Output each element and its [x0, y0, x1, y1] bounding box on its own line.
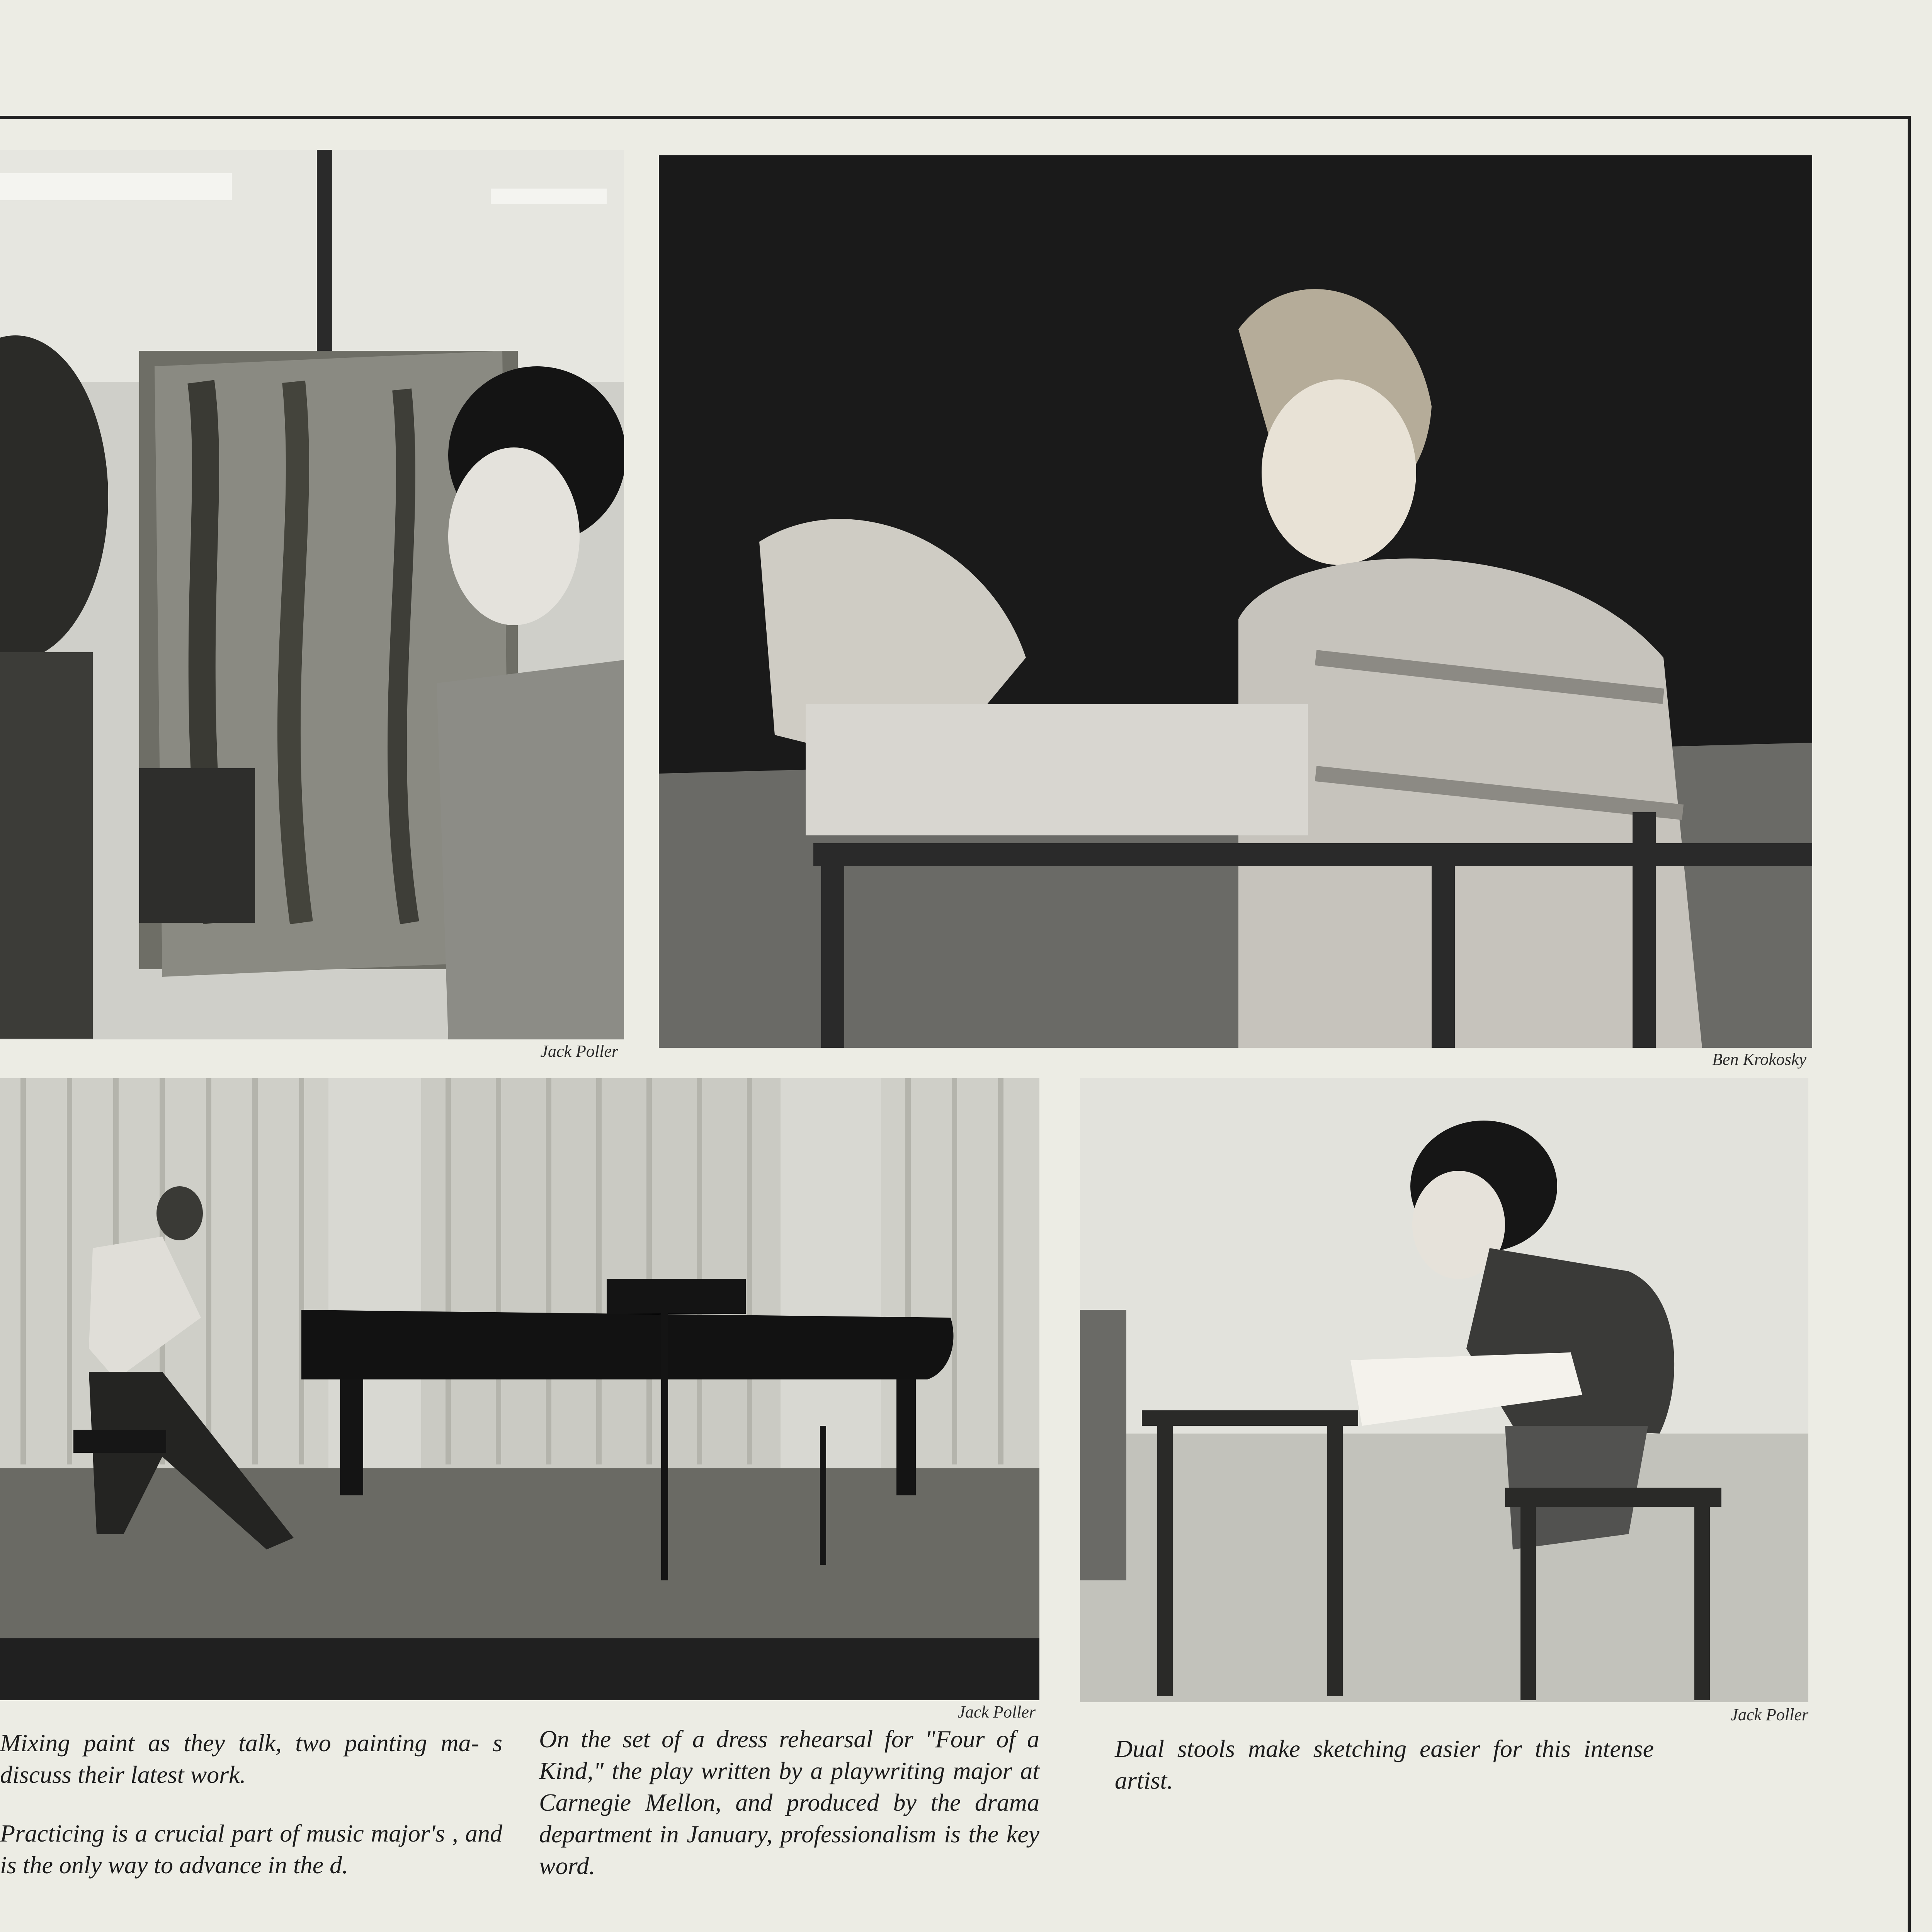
- photo-credit-rehearsal: Ben Krokosky: [1712, 1050, 1806, 1069]
- photo-credit-sketching: Jack Poller: [1730, 1705, 1808, 1724]
- caption-dress-rehearsal: On the set of a dress rehearsal for "Four of a Kind," the play written by a playwriting major at Carnegie Mellon, and produced by the drama department in January, professionalism is the key word.: [539, 1725, 1039, 1879]
- caption-sketching-artist: Dual stools make sketching easier for this intense artist.: [1115, 1735, 1654, 1794]
- caption-left-column: [0, 1727, 502, 1908]
- photo-sketching-artist: [1080, 1078, 1808, 1702]
- caption-piano-practice: Practicing is a crucial part of music major's , and is the only way to advance in the d.: [0, 1820, 502, 1879]
- page-frame-right: [1908, 116, 1911, 1932]
- photo-credit-painting: Jack Poller: [540, 1042, 618, 1061]
- photo-piano-practice: [0, 1078, 1039, 1700]
- photo-painting-students: [0, 150, 624, 1039]
- photo-dress-rehearsal: [659, 155, 1812, 1048]
- page-frame-top: [0, 116, 1911, 119]
- photo-credit-piano: Jack Poller: [957, 1702, 1036, 1721]
- caption-painting-students: Mixing paint as they talk, two painting ma- s discuss their latest work.: [0, 1729, 502, 1788]
